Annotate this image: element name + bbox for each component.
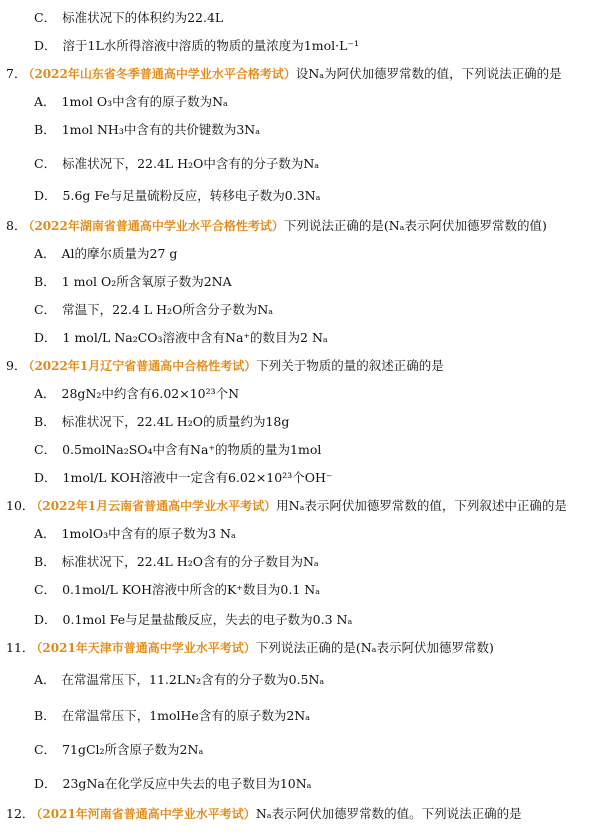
question-text: 下列关于物质的量的叙述正确的是 bbox=[256, 358, 444, 373]
option-letter: C． bbox=[34, 156, 57, 171]
option-letter: C． bbox=[34, 10, 57, 25]
option-letter: A． bbox=[34, 246, 56, 261]
option-letter: D． bbox=[34, 38, 57, 53]
option-text: 23gNa在化学反应中失去的电子数目为10Nₐ bbox=[62, 776, 312, 791]
question-text: 设Nₐ为阿伏加德罗常数的值，下列说法正确的是 bbox=[295, 66, 562, 81]
option-text: 标准状况下，22.4L H₂O的质量约为18g bbox=[61, 414, 290, 429]
question-number: 7． bbox=[6, 66, 27, 81]
question-source: （2022年1月辽宁省普通高中合格性考试） bbox=[28, 359, 257, 373]
option-text: 1mol NH₃中含有的共价键数为3Nₐ bbox=[61, 122, 261, 137]
option-line bbox=[34, 156, 319, 174]
option-text: 1mol O₃中含有的原子数为Nₐ bbox=[61, 94, 228, 109]
question-text: 用Nₐ表示阿伏加德罗常数的值，下列叙述中正确的是 bbox=[276, 498, 567, 513]
option-line bbox=[34, 188, 320, 206]
option-text: 溶于1L水所得溶液中溶质的物质的量浓度为1mol·L⁻¹ bbox=[62, 38, 359, 53]
option-line bbox=[34, 612, 352, 630]
question-text: Nₐ表示阿伏加德罗常数的值。下列说法正确的是 bbox=[255, 806, 522, 821]
question-source: （2021年河南省普通高中学业水平考试） bbox=[36, 807, 256, 821]
option-text: 71gCl₂所含原子数为2Nₐ bbox=[62, 742, 204, 757]
option-text: 标准状况下的体积约为22.4L bbox=[62, 10, 224, 25]
question-number: 9． bbox=[6, 358, 27, 373]
option-letter: D． bbox=[34, 612, 57, 627]
option-letter: D． bbox=[34, 776, 57, 791]
option-letter: A． bbox=[34, 672, 56, 687]
option-line bbox=[34, 742, 203, 760]
question-line bbox=[6, 640, 494, 658]
option-line bbox=[34, 470, 332, 488]
option-line bbox=[34, 554, 319, 572]
option-letter: A． bbox=[34, 386, 56, 401]
option-line bbox=[34, 414, 289, 432]
option-line bbox=[34, 38, 359, 56]
question-text: 下列说法正确的是(Nₐ表示阿伏加德罗常数) bbox=[255, 640, 494, 655]
option-line bbox=[34, 442, 321, 460]
option-letter: B． bbox=[34, 274, 56, 289]
option-line bbox=[34, 246, 177, 264]
option-text: 在常温常压下，1molHe含有的原子数为2Nₐ bbox=[61, 708, 311, 723]
question-source: （2022年1月云南省普通高中学业水平考试） bbox=[36, 499, 277, 513]
option-letter: D． bbox=[34, 470, 57, 485]
option-letter: D． bbox=[34, 188, 57, 203]
option-text: 在常温常压下，11.2LN₂含有的分子数为0.5Nₐ bbox=[61, 672, 325, 687]
option-line bbox=[34, 386, 239, 404]
option-text: 0.1mol Fe与足量盐酸反应，失去的电子数为0.3 Nₐ bbox=[62, 612, 353, 627]
option-letter: A． bbox=[34, 94, 56, 109]
question-line bbox=[6, 358, 444, 376]
question-source: （2022年湖南省普通高中学业水平合格性考试） bbox=[28, 219, 284, 233]
option-line bbox=[34, 10, 223, 28]
option-text: 1 mol/L Na₂CO₃溶液中含有Na⁺的数目为2 Nₐ bbox=[62, 330, 328, 345]
option-line bbox=[34, 274, 232, 292]
question-source: （2022年山东省冬季普通高中学业水平合格考试） bbox=[28, 67, 296, 81]
option-letter: C． bbox=[34, 582, 57, 597]
option-text: 1molO₃中含有的原子数为3 Nₐ bbox=[61, 526, 236, 541]
option-text: 常温下，22.4 L H₂O所含分子数为Nₐ bbox=[62, 302, 274, 317]
option-text: Al的摩尔质量为27 g bbox=[61, 246, 178, 261]
option-letter: D． bbox=[34, 330, 57, 345]
option-letter: B． bbox=[34, 708, 56, 723]
option-line bbox=[34, 302, 273, 320]
option-letter: B． bbox=[34, 414, 56, 429]
option-text: 0.1mol/L KOH溶液中所含的K⁺数目为0.1 Nₐ bbox=[62, 582, 321, 597]
question-line bbox=[6, 498, 567, 516]
option-letter: B． bbox=[34, 122, 56, 137]
question-number: 11． bbox=[6, 640, 35, 655]
question-line bbox=[6, 218, 547, 236]
option-line bbox=[34, 672, 324, 690]
question-source: （2021年天津市普通高中学业水平考试） bbox=[36, 641, 256, 655]
option-letter: C． bbox=[34, 442, 57, 457]
option-text: 标准状况下，22.4L H₂O含有的分子数目为Nₐ bbox=[61, 554, 319, 569]
question-number: 10． bbox=[6, 498, 35, 513]
question-number: 8． bbox=[6, 218, 27, 233]
option-line bbox=[34, 708, 310, 726]
question-number: 12． bbox=[6, 806, 35, 821]
option-letter: B． bbox=[34, 554, 56, 569]
option-text: 1 mol O₂所含氧原子数为2NA bbox=[61, 274, 232, 289]
question-line bbox=[6, 66, 562, 84]
option-letter: C． bbox=[34, 302, 57, 317]
option-text: 1mol/L KOH溶液中一定含有6.02×10²³个OH⁻ bbox=[62, 470, 333, 485]
option-letter: C． bbox=[34, 742, 57, 757]
question-text: 下列说法正确的是(Nₐ表示阿伏加德罗常数的值) bbox=[283, 218, 547, 233]
option-line bbox=[34, 330, 328, 348]
option-line bbox=[34, 122, 260, 140]
question-line bbox=[6, 806, 522, 824]
option-line bbox=[34, 526, 236, 544]
option-text: 5.6g Fe与足量硫粉反应，转移电子数为0.3Nₐ bbox=[62, 188, 321, 203]
option-line bbox=[34, 582, 320, 600]
option-text: 标准状况下，22.4L H₂O中含有的分子数为Nₐ bbox=[62, 156, 320, 171]
option-letter: A． bbox=[34, 526, 56, 541]
option-text: 0.5molNa₂SO₄中含有Na⁺的物质的量为1mol bbox=[62, 442, 322, 457]
option-line bbox=[34, 94, 228, 112]
option-text: 28gN₂中约含有6.02×10²³个N bbox=[61, 386, 240, 401]
option-line bbox=[34, 776, 312, 794]
